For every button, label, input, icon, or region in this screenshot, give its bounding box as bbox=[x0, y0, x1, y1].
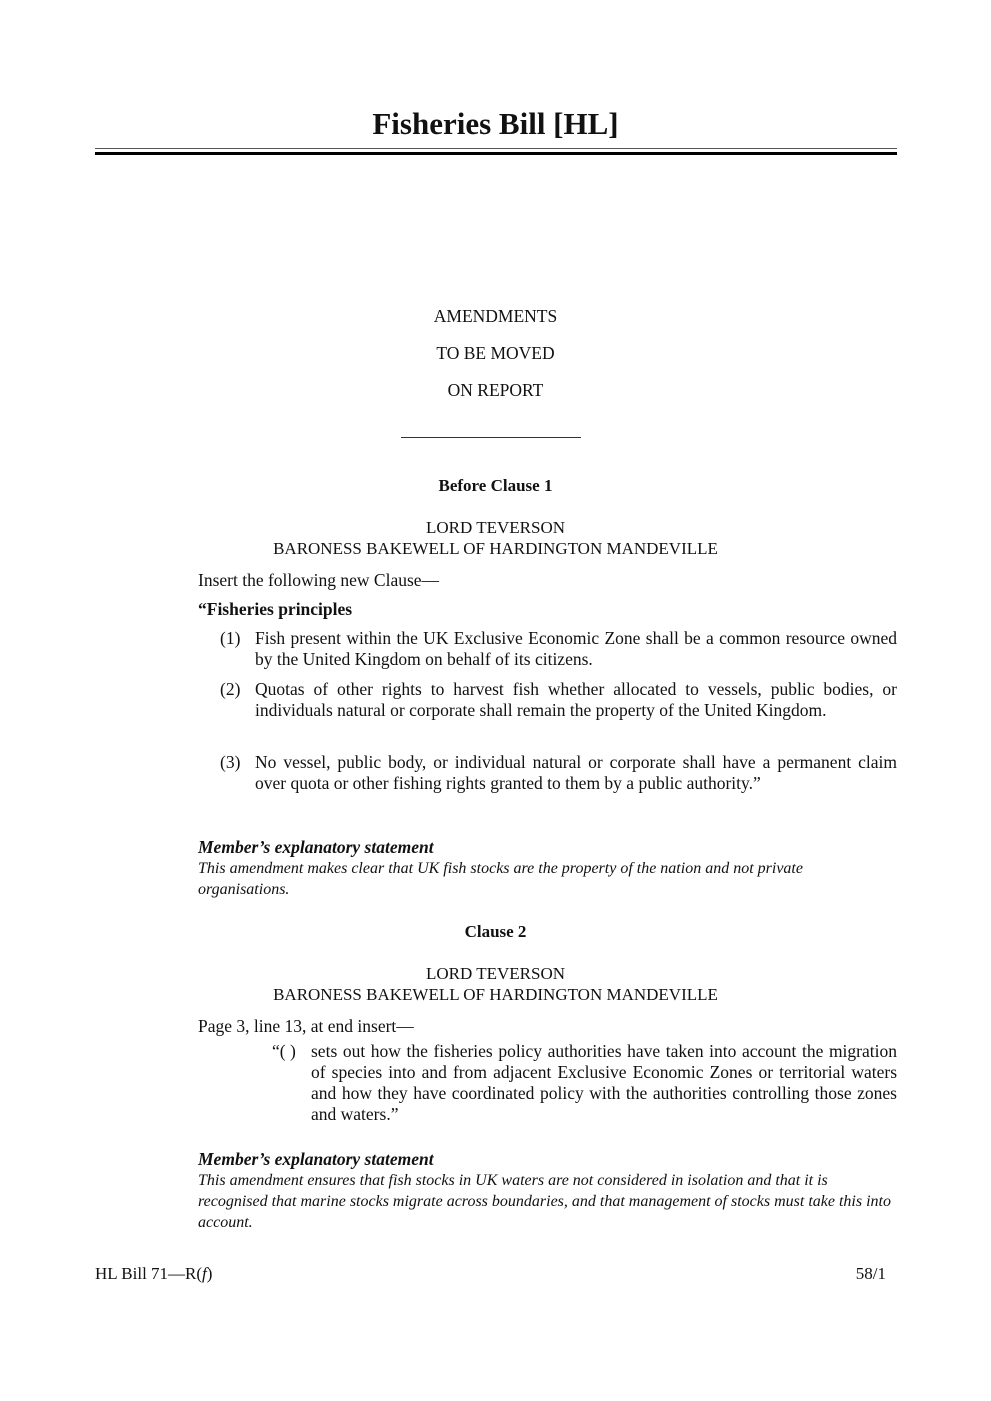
section-heading: Before Clause 1 bbox=[438, 476, 553, 495]
subsection-number: (2) bbox=[220, 679, 241, 699]
instruction: Insert the following new Clause— bbox=[198, 570, 440, 590]
divider bbox=[401, 437, 581, 438]
bill-ref: HL Bill 71—R( bbox=[95, 1264, 203, 1283]
member-name: LORD TEVERSON bbox=[426, 518, 565, 537]
statement-text: This amendment makes clear that UK fish stocks are the property of the nation and not private organisations. bbox=[198, 860, 803, 898]
bill-ref-f: f bbox=[202, 1264, 207, 1283]
member-name: LORD TEVERSON bbox=[426, 964, 565, 983]
heading-line: ON REPORT bbox=[447, 380, 544, 400]
insert-text: sets out how the fisheries policy authorities have taken into account the migration of species into and from adjacent Exclusive Economic Zones or territorial waters and how they have coordinated policy with the authorities controlling those zones and waters.” bbox=[311, 1041, 897, 1124]
title-rule bbox=[95, 148, 897, 149]
subsection-text: No vessel, public body, or individual natural or corporate shall have a permanent claim over quota or other fishing rights granted to them by a public authority.” bbox=[255, 752, 897, 793]
subsection bbox=[220, 752, 897, 794]
statement-heading: Member’s explanatory statement bbox=[198, 837, 434, 857]
heading-line: TO BE MOVED bbox=[436, 343, 555, 363]
heading-line: AMENDMENTS bbox=[433, 306, 558, 326]
insert-marker: “( ) bbox=[272, 1041, 296, 1061]
title-rule-thick bbox=[95, 152, 897, 155]
subsection-number: (1) bbox=[220, 628, 241, 648]
subsection-text: Quotas of other rights to harvest fish whether allocated to vessels, public bodies, or individuals natural or corporate shall remain the property of the United Kingdom. bbox=[255, 679, 897, 720]
subsection bbox=[220, 679, 897, 721]
subsection-number: (3) bbox=[220, 752, 241, 772]
member-name: BARONESS BAKEWELL OF HARDINGTON MANDEVILLE bbox=[273, 985, 718, 1004]
member-name: BARONESS BAKEWELL OF HARDINGTON MANDEVILLE bbox=[273, 539, 718, 558]
footer-page-number: 58/1 bbox=[855, 1264, 886, 1283]
instruction: Page 3, line 13, at end insert— bbox=[198, 1016, 414, 1036]
bill-title: Fisheries Bill [HL] bbox=[372, 106, 619, 141]
subsection bbox=[220, 628, 897, 670]
inserted-text bbox=[272, 1041, 897, 1125]
bill-ref-end: ) bbox=[206, 1264, 213, 1283]
subsection-text: Fish present within the UK Exclusive Economic Zone shall be a common resource owned by the United Kingdom on behalf of its citizens. bbox=[255, 628, 897, 669]
statement-text: This amendment ensures that fish stocks in UK waters are not considered in isolation and that it is recognised that marine stocks migrate across boundaries, and that management of stocks must take this into account. bbox=[198, 1172, 891, 1231]
statement-heading: Member’s explanatory statement bbox=[198, 1149, 434, 1169]
footer-bill-number bbox=[95, 1264, 212, 1284]
clause-title: “Fisheries principles bbox=[198, 599, 353, 619]
section-heading: Clause 2 bbox=[464, 922, 527, 941]
